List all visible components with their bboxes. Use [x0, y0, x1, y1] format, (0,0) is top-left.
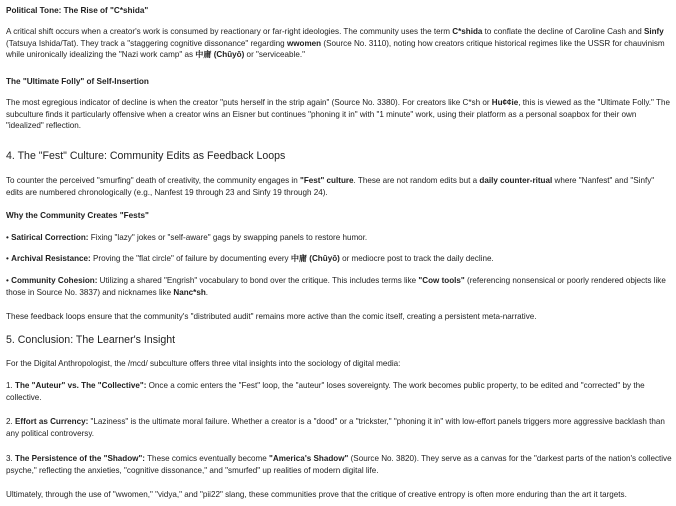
- bold-text-run: Effort as Currency:: [15, 417, 89, 426]
- bold-text-run: Satirical Correction:: [11, 233, 89, 242]
- text-run: •: [6, 233, 12, 242]
- bullet-satirical-correction: [6, 232, 672, 244]
- text-run: Once a comic enters the "Fest" loop, the "auteur" loses sovereignty. The work becomes public property, to be edited and "corrected" by the collective.: [6, 381, 645, 402]
- fest-culture-section-heading: 4. The "Fest" Culture: Community Edits as Feedback Loops: [6, 150, 286, 162]
- text-run: These comics eventually become: [145, 454, 270, 463]
- bold-text-run: Community Cohesion:: [11, 276, 98, 285]
- insight-point-3: [6, 453, 672, 476]
- bold-text-run: 中庸 (Chūyō): [290, 254, 340, 263]
- bullet-community-cohesion: [6, 275, 672, 298]
- text-run: Utilizing a shared "Engrish" vocabulary to bond over the critique. This includes terms like: [97, 276, 419, 285]
- bold-text-run: wwomen: [286, 38, 322, 48]
- bold-text-run: "Fest" culture: [299, 176, 354, 185]
- political-tone-paragraph: [6, 26, 672, 61]
- text-run: Fixing "lazy" jokes or "self-aware" gags by swapping panels to restore humor.: [88, 233, 368, 242]
- ultimate-folly-paragraph: [6, 97, 672, 132]
- insight-point-1: [6, 380, 672, 403]
- text-run: Ultimately, through the use of "wwomen," "vidya," and "pii22" slang, these communities prove that the critique of creative entropy is often more enduring than the art it targets.: [6, 490, 627, 499]
- why-fests-heading: Why the Community Creates "Fests": [6, 211, 149, 220]
- text-run: Proving the "flat circle" of failure by documenting every: [90, 254, 291, 263]
- bold-text-run: C*shida: [452, 27, 483, 36]
- text-run: 3.: [6, 454, 15, 463]
- text-run: "Laziness" is the ultimate moral failure. Whether a creator is a "dood" or a "trickster," "phoning it in" with low-effort panels triggers more aggressive backlash than any political controversy.: [6, 417, 665, 438]
- bold-text-run: Archival Resistance:: [11, 254, 91, 263]
- text-run: to conflate the decline of Caroline Cash and: [482, 27, 644, 36]
- text-run: .: [205, 287, 209, 297]
- text-run: These feedback loops ensure that the community's "distributed audit" remains more active than the comic itself, creating a persistent meta-narrative.: [6, 312, 537, 321]
- bold-text-run: "America's Shadow": [269, 454, 349, 463]
- text-run: For the Digital Anthropologist, the /mcd/ subculture offers three vital insights into the sociology of digital media:: [6, 359, 401, 368]
- text-run: or "serviceable.": [244, 50, 305, 60]
- bold-text-run: Hu¢¢ie: [491, 98, 519, 107]
- text-run: •: [6, 276, 12, 285]
- conclusion-intro-paragraph: [6, 358, 672, 370]
- bold-text-run: "Cow tools": [418, 276, 465, 285]
- text-run: The most egregious indicator of decline is when the creator "puts herself in the strip again" (Source No. 3380). For creators like C*sh or: [6, 98, 492, 107]
- bold-text-run: The "Auteur" vs. The "Collective":: [15, 381, 147, 390]
- final-paragraph: [6, 489, 672, 501]
- bold-text-run: Nanc*sh: [173, 287, 206, 297]
- ultimate-folly-heading: The "Ultimate Folly" of Self-Insertion: [6, 77, 149, 86]
- text-run: 1.: [6, 381, 15, 390]
- text-run: (referencing nonsensical or poorly rendered objects like those in Source No. 3837) and nicknames like: [6, 276, 666, 297]
- bold-text-run: The Persistence of the "Shadow":: [15, 454, 146, 463]
- insight-point-2: [6, 416, 672, 439]
- conclusion-section-heading: 5. Conclusion: The Learner's Insight: [6, 334, 176, 346]
- bullet-archival-resistance: [6, 253, 672, 265]
- text-run: •: [6, 254, 12, 263]
- text-run: (Source No. 3820). They serve as a canvas for the "darkest parts of the nation's collective psyche," reflecting the anxieties, "cognitive dissonance," and "smurfed" up realities of modern digital life.: [6, 454, 672, 475]
- text-run: where "Nanfest" and "Sinfy" edits are numbered chronologically (e.g., Nanfest 19 through 23 and Sinfy 19 through 24).: [6, 176, 655, 197]
- political-tone-heading: Political Tone: The Rise of "C*shida": [6, 6, 149, 15]
- feedback-loops-paragraph: [6, 311, 672, 323]
- fest-culture-paragraph: [6, 175, 672, 198]
- text-run: or mediocre post to track the daily decline.: [339, 254, 494, 263]
- text-run: , this is viewed as the "Ultimate Folly." The subculture finds it particularly offensive when a creator wins an Eisner but continues "phoning it in" with "1 minute" work, using their platform as a personal soapbox for their own "idealized" reflection.: [6, 98, 670, 131]
- text-run: A critical shift occurs when a creator's work is consumed by reactionary or far-right ideologies. The community uses the term: [6, 27, 453, 36]
- text-run: (Tatsuya Ishida/Tat). They track a "staggering cognitive dissonance" regarding: [6, 38, 287, 48]
- text-run: 2.: [6, 417, 15, 426]
- bold-text-run: 中庸 (Chūyō): [195, 50, 245, 60]
- text-run: . These are not random edits but a: [353, 176, 480, 185]
- bold-text-run: daily counter-ritual: [479, 176, 553, 185]
- text-run: To counter the perceived "smurfing" death of creativity, the community engages in: [6, 176, 300, 185]
- bold-text-run: Sinfy: [643, 27, 664, 36]
- text-run: (Source No. 3110), noting how creators critique historical regimes like the USSR for chauvinism while unironically idealizing the "Nazi work camp" as: [6, 38, 665, 60]
